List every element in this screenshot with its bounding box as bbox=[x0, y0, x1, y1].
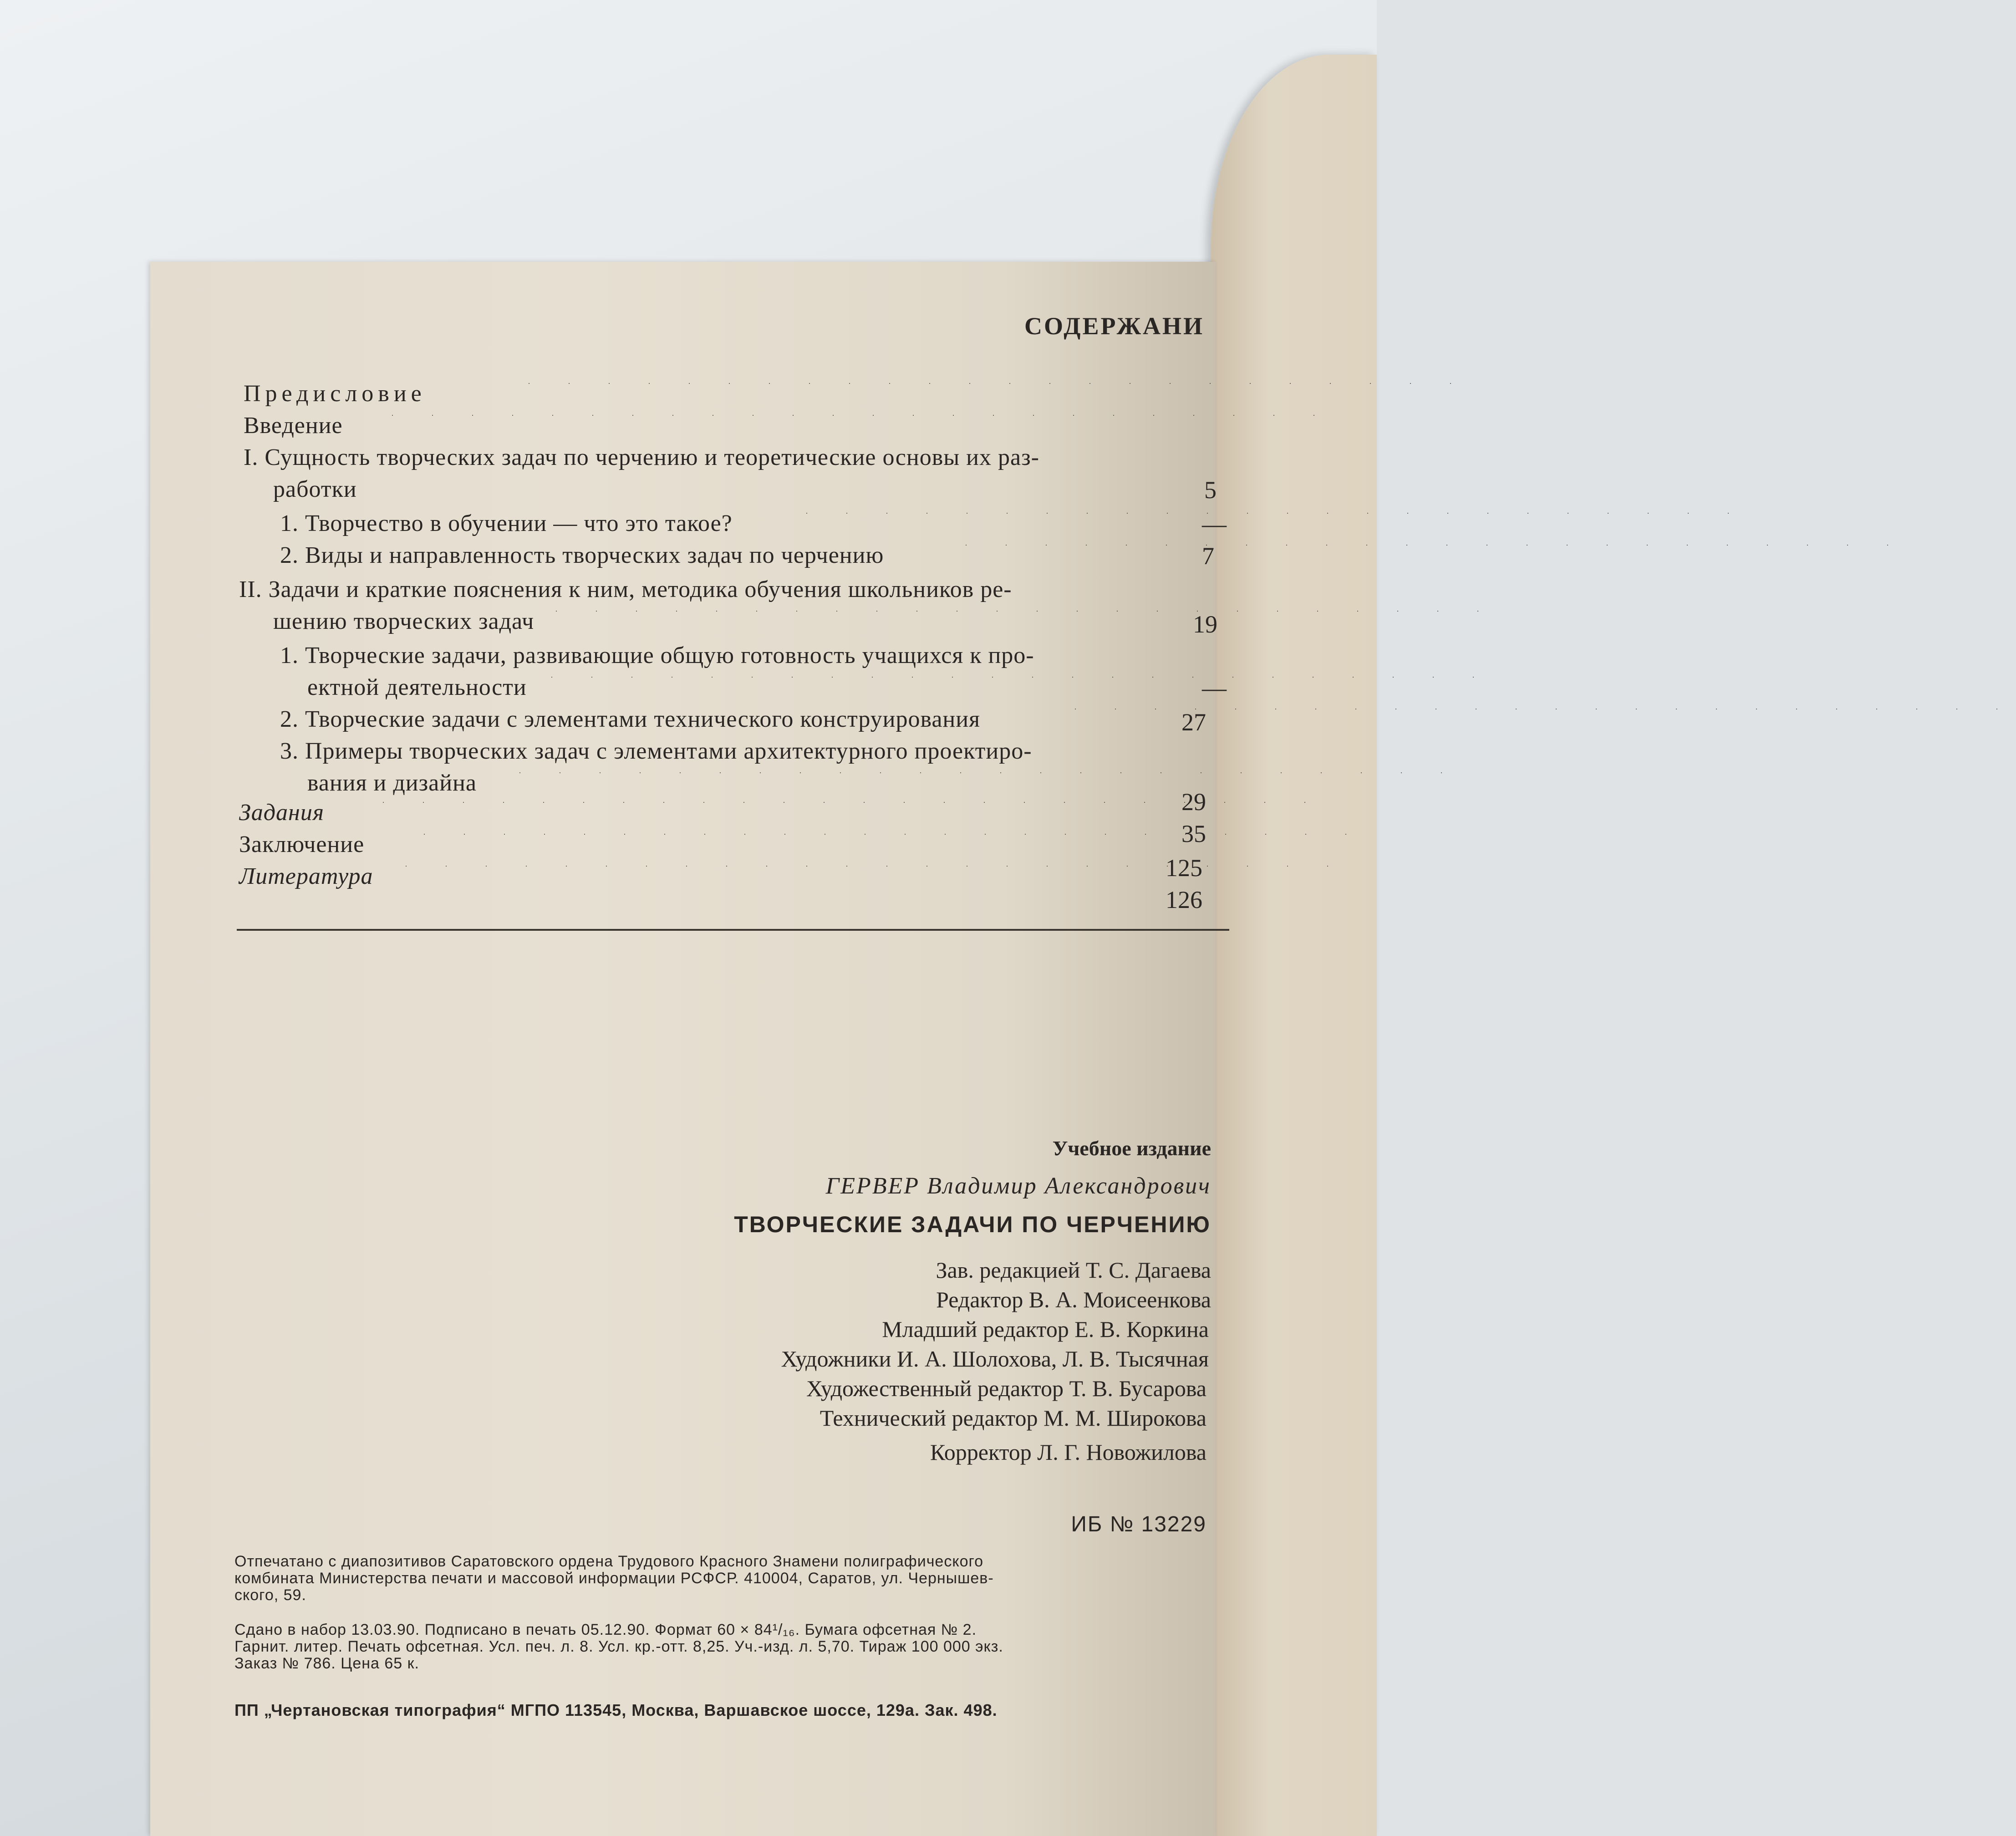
toc-dots: . . . . . . . . . . . . . . . . . . . . . . . . bbox=[528, 378, 1470, 386]
credit-line: Технический редактор М. М. Широкова bbox=[820, 1405, 1207, 1431]
toc-page-chapter2: 19 bbox=[1193, 611, 1217, 638]
author-name: ГЕРВЕР Владимир Александрович bbox=[825, 1173, 1211, 1199]
divider-rule bbox=[237, 929, 1229, 931]
toc-entry-chapter1-section1: 1. Творчество в обучении — что это такое? bbox=[280, 510, 733, 536]
toc-entry-chapter2-section3-line1: 3. Примеры творческих задач с элементами архитектурного проектиро- bbox=[280, 738, 1032, 764]
toc-page-chapter2-section3: 29 bbox=[1181, 788, 1206, 816]
toc-dots: . . . . . . . . . . . . . . . . . . . . . . . . bbox=[965, 540, 1907, 547]
credit-line: Зав. редакцией Т. С. Дагаева bbox=[936, 1257, 1211, 1283]
toc-dots: . . . . . . . . . . . . . . . . . . . . . . . . bbox=[555, 606, 1497, 613]
toc-page-chapter1-section1: — bbox=[1202, 510, 1227, 538]
printer-info: ПП „Чертановская типография“ МГПО 113545, Москва, Варшавское шоссе, 129а. Зак. 498. bbox=[234, 1701, 998, 1719]
toc-entry-chapter1-section2: 2. Виды и направленность творческих задач по черчению bbox=[280, 542, 884, 568]
toc-page-chapter1: 5 bbox=[1204, 476, 1217, 504]
toc-page-chapter2-section2: 27 bbox=[1181, 709, 1206, 736]
toc-heading: СОДЕРЖАНИ bbox=[1024, 312, 1204, 340]
toc-entry-tasks: Задания bbox=[239, 800, 325, 826]
toc-page-tasks: 35 bbox=[1181, 820, 1206, 847]
credit-line: Редактор В. А. Моисеенкова bbox=[936, 1287, 1211, 1312]
toc-dots: . . . . . . . . . . . . . . . . . . . . . . . . bbox=[1074, 704, 2016, 711]
book-title: ТВОРЧЕСКИЕ ЗАДАЧИ ПО ЧЕРЧЕНИЮ bbox=[734, 1212, 1211, 1237]
toc-entry-conclusion: Заключение bbox=[239, 831, 365, 857]
toc-page-chapter1-section2: 7 bbox=[1202, 542, 1214, 570]
toc-entry-chapter2-line1: II. Задачи и краткие пояснения к ним, методика обучения школьников ре- bbox=[239, 576, 1012, 602]
print-details-line: Гарнит. литер. Печать офсетная. Усл. печ. л. 8. Усл. кр.-отт. 8,25. Уч.-изд. л. 5,70. Тираж 100 000 экз. bbox=[234, 1638, 1003, 1655]
credit-line: Художественный редактор Т. В. Бусарова bbox=[806, 1376, 1207, 1401]
toc-page-chapter2-section1: — bbox=[1202, 674, 1227, 702]
toc-page-literature: 126 bbox=[1166, 886, 1202, 913]
toc-dots: . . . . . . . . . . . . . . . . . . . . . . . . bbox=[551, 672, 1492, 679]
book-page bbox=[150, 262, 2016, 1836]
print-details-line: Заказ № 786. Цена 65 к. bbox=[234, 1655, 419, 1672]
toc-entry-chapter1-line2: работки bbox=[273, 476, 357, 502]
credit-line: Художники И. А. Шолохова, Л. В. Тысячная bbox=[781, 1346, 1209, 1372]
next-page-edge bbox=[1211, 55, 1377, 1836]
toc-entry-chapter2-section1-line1: 1. Творческие задачи, развивающие общую готовность учащихся к про- bbox=[280, 643, 1034, 668]
ib-number: ИБ № 13229 bbox=[1071, 1512, 1207, 1536]
toc-entry-chapter1-line1: I. Сущность творческих задач по черчению и теоретические основы их раз- bbox=[244, 444, 1039, 470]
print-details-line: Сдано в набор 13.03.90. Подписано в печать 05.12.90. Формат 60 × 84¹/₁₆. Бумага офсетная № 2. bbox=[234, 1621, 977, 1638]
toc-entry-literature: Литература bbox=[239, 863, 373, 889]
toc-entry-intro: Введение bbox=[244, 413, 343, 439]
edition-type: Учебное издание bbox=[1052, 1137, 1211, 1160]
toc-entry-preface: Предисловие bbox=[244, 381, 426, 407]
toc-entry-chapter2-section2: 2. Творческие задачи с элементами технического конструирования bbox=[280, 706, 980, 732]
toc-dots: . . . . . . . . . . . . . . . . . . . . . . . . bbox=[382, 797, 1324, 805]
toc-dots: . . . . . . . . . . . . . . . . . . . . . . . . bbox=[806, 508, 1747, 515]
printed-from-line: Отпечатано с диапозитивов Саратовского ордена Трудового Красного Знамени полиграфического bbox=[234, 1553, 984, 1570]
toc-dots: . . . . . . . . . . . . . . . . . . . . . . . . bbox=[423, 829, 1365, 836]
toc-entry-chapter2-section3-line2: вания и дизайна bbox=[307, 770, 477, 796]
toc-entry-chapter2-line2: шению творческих задач bbox=[273, 608, 535, 634]
printed-from-line: ского, 59. bbox=[234, 1586, 306, 1604]
printed-from-line: комбината Министерства печати и массовой информации РСФСР. 410004, Саратов, ул. Чернышев- bbox=[234, 1570, 994, 1587]
credit-line: Младший редактор Е. В. Коркина bbox=[882, 1316, 1209, 1342]
toc-dots: . . . . . . . . . . . . . . . . . . . . . . . . bbox=[519, 767, 1461, 775]
toc-dots: . . . . . . . . . . . . . . . . . . . . . . . . bbox=[405, 861, 1347, 868]
toc-page-conclusion: 125 bbox=[1166, 854, 1202, 882]
toc-dots: . . . . . . . . . . . . . . . . . . . . . . . . bbox=[392, 410, 1333, 418]
toc-entry-chapter2-section1-line2: ектной деятельности bbox=[307, 674, 527, 700]
credit-line: Корректор Л. Г. Новожилова bbox=[930, 1439, 1207, 1465]
